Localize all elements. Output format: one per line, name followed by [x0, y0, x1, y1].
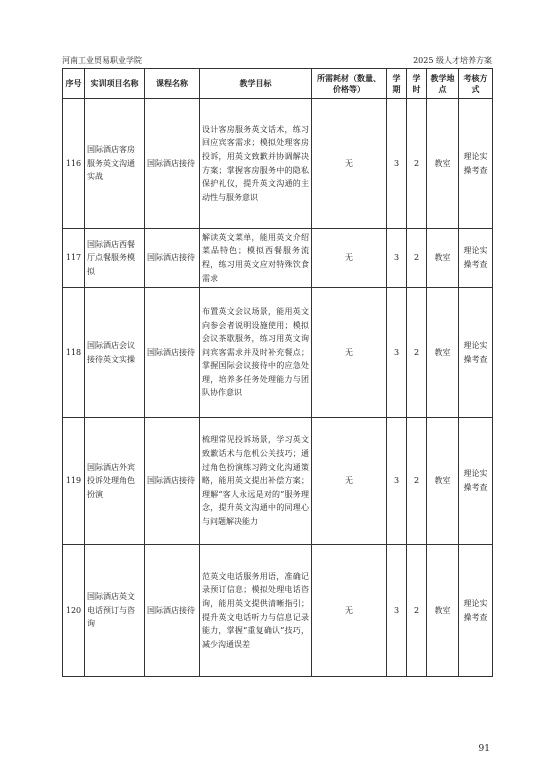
table-header-row: [63, 69, 493, 99]
col-header-term: 学期: [387, 69, 407, 99]
training-projects-table: [62, 68, 493, 677]
col-header-course: 课程名称: [145, 69, 200, 99]
col-header-hours: 学时: [407, 69, 427, 99]
row-number: 118: [63, 288, 85, 418]
hours: 2: [407, 418, 427, 545]
materials: 无: [312, 545, 387, 677]
term: 3: [387, 229, 407, 288]
col-header-project: 实训项目名称: [85, 69, 145, 99]
row-number: 119: [63, 418, 85, 545]
project-name: 国际酒店会议接待英文实操: [85, 288, 145, 418]
location: 教室: [427, 288, 459, 418]
location: 教室: [427, 99, 459, 229]
teaching-goal: 范英文电话服务用语，准确记录预订信息；模拟处理电话咨询，能用英文提供清晰指引；提升英文电话听力与信息记录能力，掌握“重复确认”技巧，减少沟通误差: [200, 545, 312, 677]
col-header-number: 序号: [63, 69, 85, 99]
page-number: 91: [478, 744, 490, 754]
hours: 2: [407, 288, 427, 418]
assessment: 理论实操考查: [459, 229, 493, 288]
materials: 无: [312, 288, 387, 418]
teaching-goal: 解读英文菜单，能用英文介绍菜品特色；模拟西餐服务流程，练习用英文应对特殊饮食需求: [200, 229, 312, 288]
course-name: 国际酒店接待: [145, 99, 200, 229]
assessment: 理论实操考查: [459, 418, 493, 545]
table-row: [63, 229, 493, 288]
assessment: 理论实操考查: [459, 545, 493, 677]
row-number: 117: [63, 229, 85, 288]
location: 教室: [427, 545, 459, 677]
course-name: 国际酒店接待: [145, 545, 200, 677]
course-name: 国际酒店接待: [145, 288, 200, 418]
header-document-title: 2025 级人才培养方案: [413, 56, 492, 65]
col-header-material: 所需耗材（数量、价格等）: [312, 69, 387, 99]
hours: 2: [407, 99, 427, 229]
table-row: [63, 545, 493, 677]
teaching-goal: 布置英文会议场景，能用英文向参会者说明设施使用；模拟会议茶歇服务，练习用英文询问宾客需求并及时补充餐点；掌握国际会议接待中的应急处理，培养多任务处理能力与团队协作意识: [200, 288, 312, 418]
teaching-goal: 设计客房服务英文话术，练习回应宾客需求；模拟处理客房投诉，用英文致歉并协调解决方案；掌握客房服务中的隐私保护礼仪，提升英文沟通的主动性与服务意识: [200, 99, 312, 229]
materials: 无: [312, 229, 387, 288]
project-name: 国际酒店外宾投诉处理角色扮演: [85, 418, 145, 545]
term: 3: [387, 418, 407, 545]
location: 教室: [427, 418, 459, 545]
location: 教室: [427, 229, 459, 288]
project-name: 国际酒店英文电话预订与咨询: [85, 545, 145, 677]
hours: 2: [407, 229, 427, 288]
hours: 2: [407, 545, 427, 677]
table-row: [63, 418, 493, 545]
row-number: 116: [63, 99, 85, 229]
header-school-name: 河南工业贸易职业学院: [62, 56, 142, 65]
term: 3: [387, 545, 407, 677]
row-number: 120: [63, 545, 85, 677]
project-name: 国际酒店客房服务英文沟通实战: [85, 99, 145, 229]
table-row: [63, 288, 493, 418]
col-header-goal: 教学目标: [200, 69, 312, 99]
course-name: 国际酒店接待: [145, 418, 200, 545]
term: 3: [387, 288, 407, 418]
col-header-assessment: 考核方式: [459, 69, 493, 99]
table-row: [63, 99, 493, 229]
materials: 无: [312, 418, 387, 545]
materials: 无: [312, 99, 387, 229]
assessment: 理论实操考查: [459, 99, 493, 229]
page-header: [62, 52, 492, 69]
term: 3: [387, 99, 407, 229]
teaching-goal: 梳理常见投诉场景，学习英文致歉话术与危机公关技巧；通过角色扮演练习跨文化沟通策略，能用英文提出补偿方案；理解“客人永远是对的”服务理念，提升英文沟通中的同理心与问题解决能力: [200, 418, 312, 545]
assessment: 理论实操考查: [459, 288, 493, 418]
project-name: 国际酒店西餐厅点餐服务模拟: [85, 229, 145, 288]
col-header-location: 教学地点: [427, 69, 459, 99]
course-name: 国际酒店接待: [145, 229, 200, 288]
